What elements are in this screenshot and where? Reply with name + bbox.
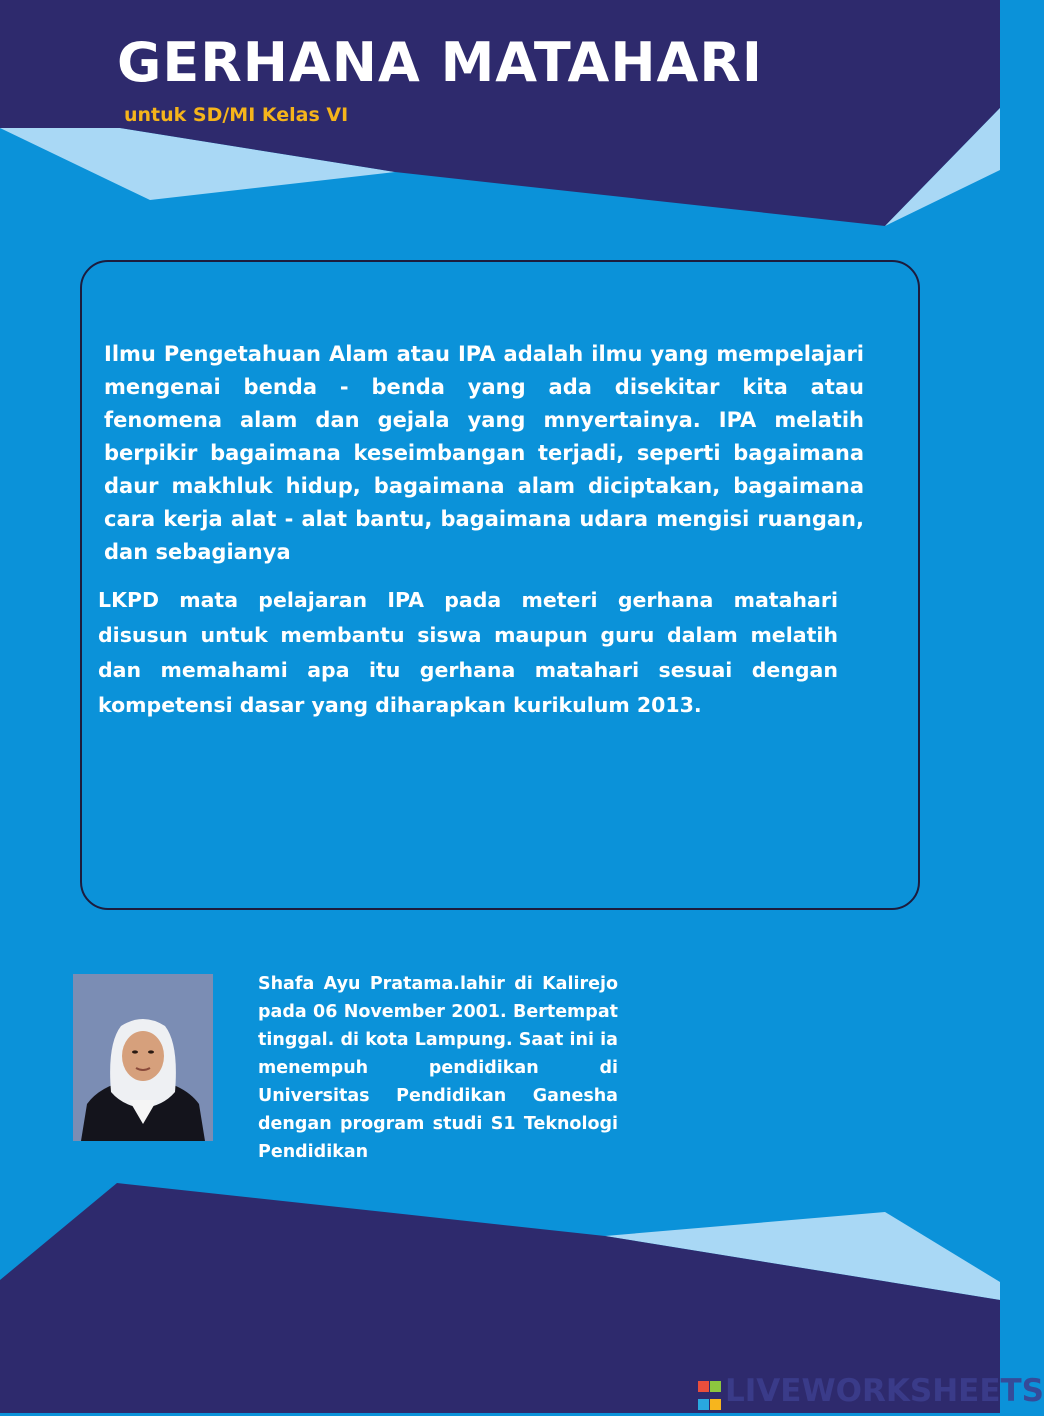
intro-paragraph-ipa: Ilmu Pengetahuan Alam atau IPA adalah ilmu yang mempelajari mengenai benda - benda yang ada disekitar kita atau fenomena alam dan gejala yang mnyertainya. IPA melatih berpikir bagaimana keseimbangan terjadi, seperti bagaimana daur makhluk hidup, bagaimana alam diciptakan, bagaimana cara kerja alat - alat bantu, bagaimana udara mengisi ruangan, dan sebagianya bbox=[104, 342, 864, 564]
page-subtitle: untuk SD/MI Kelas VI bbox=[124, 104, 349, 126]
author-photo bbox=[73, 974, 213, 1141]
page-title: GERHANA MATAHARI bbox=[117, 31, 763, 94]
liveworksheets-logo-icon bbox=[698, 1380, 722, 1416]
watermark-text: LIVEWORKSHEETS bbox=[725, 1373, 1044, 1409]
intro-paragraph-lkpd: LKPD mata pelajaran IPA pada meteri gerhana matahari disusun untuk membantu siswa maupun guru dalam melatih dan memahami apa itu gerhana matahari sesuai dengan kompetensi dasar yang diharapkan kurikulum 2013. bbox=[98, 588, 838, 717]
author-bio: Shafa Ayu Pratama.lahir di Kalirejo pada 06 November 2001. Bertempat tinggal. di kota Lampung. Saat ini ia menempuh pendidikan di Universitas Pendidikan Ganesha dengan program studi S1 Teknologi Pendidikan bbox=[258, 974, 618, 1162]
